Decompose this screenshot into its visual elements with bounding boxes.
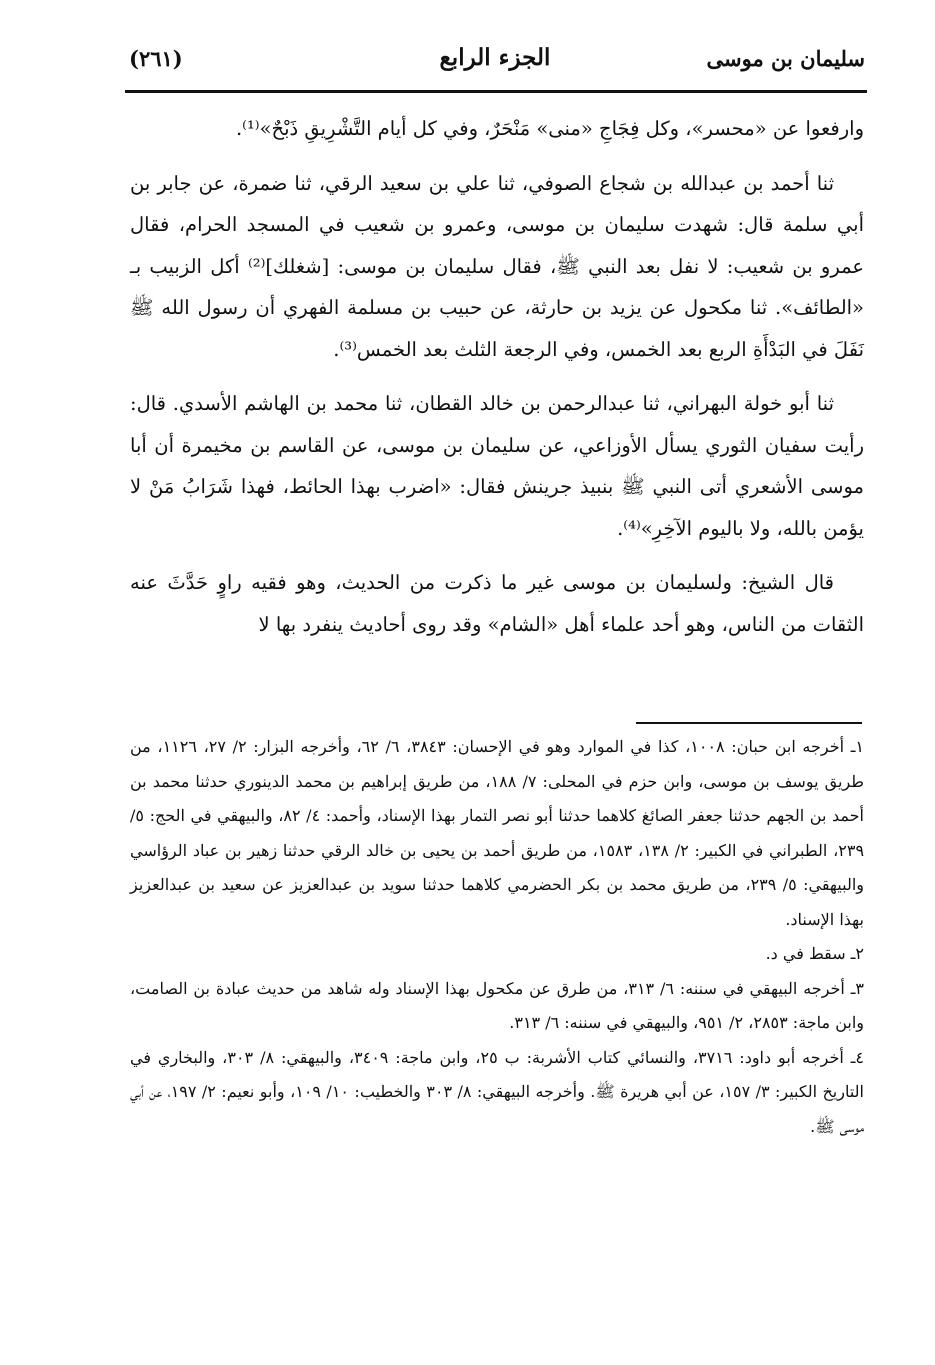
footnote-1: ١ـ أخرجه ابن حبان: ١٠٠٨، كذا في الموارد وهو في الإحسان: ٣٨٤٣، ٦/ ٦٢، وأخرجه البزار: ٢/ ٢٧، ١١٢٦، من طريق يوسف بن موسى، وابن حزم في المحلى: ٧/ ١٨٨، من طريق إبراهيم بن محمد الدينوري حدثنا محمد بن أحمد بن الجهم حدثنا جعفر الصائغ كلاهما حدثنا أبو نصر التمار بهذا الإسناد، وأحمد: ٤/ ٨٢، والبيهقي في الحج: ٥/ ٢٣٩، الطبراني في الكبير: ٢/ ١٣٨، ١٥٨٣، من طريق أحمد بن يحيى بن خالد الرقي حدثنا زهير بن عباد الرؤاسي والبيهقي: ٥/ ٢٣٩، من طريق محمد بن بكر الحضرمي كلاهما حدثنا سويد بن عبدالعزيز عن سعيد بن عبدالعزيز بهذا الإسناد. bbox=[130, 737, 865, 929]
running-title: الجزء الرابع bbox=[439, 44, 551, 71]
header-divider bbox=[125, 90, 867, 93]
footnote-2: ٢ـ سقط في د. bbox=[765, 944, 864, 963]
footnotes bbox=[130, 730, 864, 1144]
paragraph: وارفعوا عن «محسر»، وكل فِجَاجِ «منى» مَنْحَرٌ، وفي كل أيام التَّشْرِيقِ ذَبْحٌ»⁽¹⁾. bbox=[235, 117, 864, 140]
paragraph: ثنا أبو خولة البهراني، ثنا عبدالرحمن بن خالد القطان، ثنا محمد بن الهاشم الأسدي. قال: رأيت سفيان الثوري يسأل الأوزاعي، عن سليمان بن موسى، عن القاسم بن مخيمرة أن أبا موسى الأشعري أتى النبي ﷺ بنبيذ جرينش فقال: «اضرب بهذا الحائط، فهذا شَرَابُ مَنْ لا يؤمن بالله، ولا باليوم الآخِرِ»⁽⁴⁾. bbox=[130, 392, 864, 540]
section-author-name: سليمان بن موسى bbox=[706, 46, 865, 71]
page-number: (٢٦١) bbox=[129, 46, 183, 71]
footnote-4: ٤ـ أخرجه أبو داود: ٣٧١٦، والنسائي كتاب الأشربة: ب ٢٥، وابن ماجة: ٣٤٠٩، والبيهقي: ٨/ ٣٠٣، والبخاري في التاريخ الكبير: ٣/ ١٥٧، عن أبي هريرة ﷺ. وأخرجه البيهقي: ٨/ ٣٠٣ والخطيب: ١٠/ ١٠٩، وأبو نعيم: ٢/ ١٩٧، عن أبي موسى ﷺ. bbox=[130, 1047, 865, 1136]
footnote-3: ٣ـ أخرجه البيهقي في سننه: ٦/ ٣١٣، من طرق عن مكحول بهذا الإسناد وله شاهد من حديث عبادة بن الصامت، وابن ماجة: ٢٨٥٣، ٢/ ٩٥١، والبيهقي في سننه: ٦/ ٣١٣. bbox=[130, 978, 865, 1032]
paragraph: قال الشيخ: ولسليمان بن موسى غير ما ذكرت من الحديث، وهو فقيه راوٍ حَدَّثَ عنه الثقات من الناس، وهو أحد علماء أهل «الشام» وقد روى أحاديث ينفرد بها لا bbox=[130, 571, 864, 636]
main-text bbox=[130, 108, 864, 658]
paragraph: ثنا أحمد بن عبدالله بن شجاع الصوفي، ثنا علي بن سعيد الرقي، ثنا ضمرة، عن جابر بن أبي سلمة قال: شهدت سليمان بن موسى، وعمرو بن شعيب في المسجد الحرام، فقال عمرو بن شعيب: لا نفل بعد النبي ﷺ، فقال سليمان بن موسى: [شغلك]⁽²⁾ أكل الزبيب بـ «الطائف». ثنا مكحول عن يزيد بن حارثة، عن حبيب بن مسلمة الفهري أن رسول الله ﷺ نَفَلَ في البَدْأَةِ الربع بعد الخمس، وفي الرجعة الثلث بعد الخمس⁽³⁾. bbox=[130, 171, 864, 361]
footnote-divider bbox=[636, 722, 862, 724]
page-header bbox=[125, 38, 865, 88]
